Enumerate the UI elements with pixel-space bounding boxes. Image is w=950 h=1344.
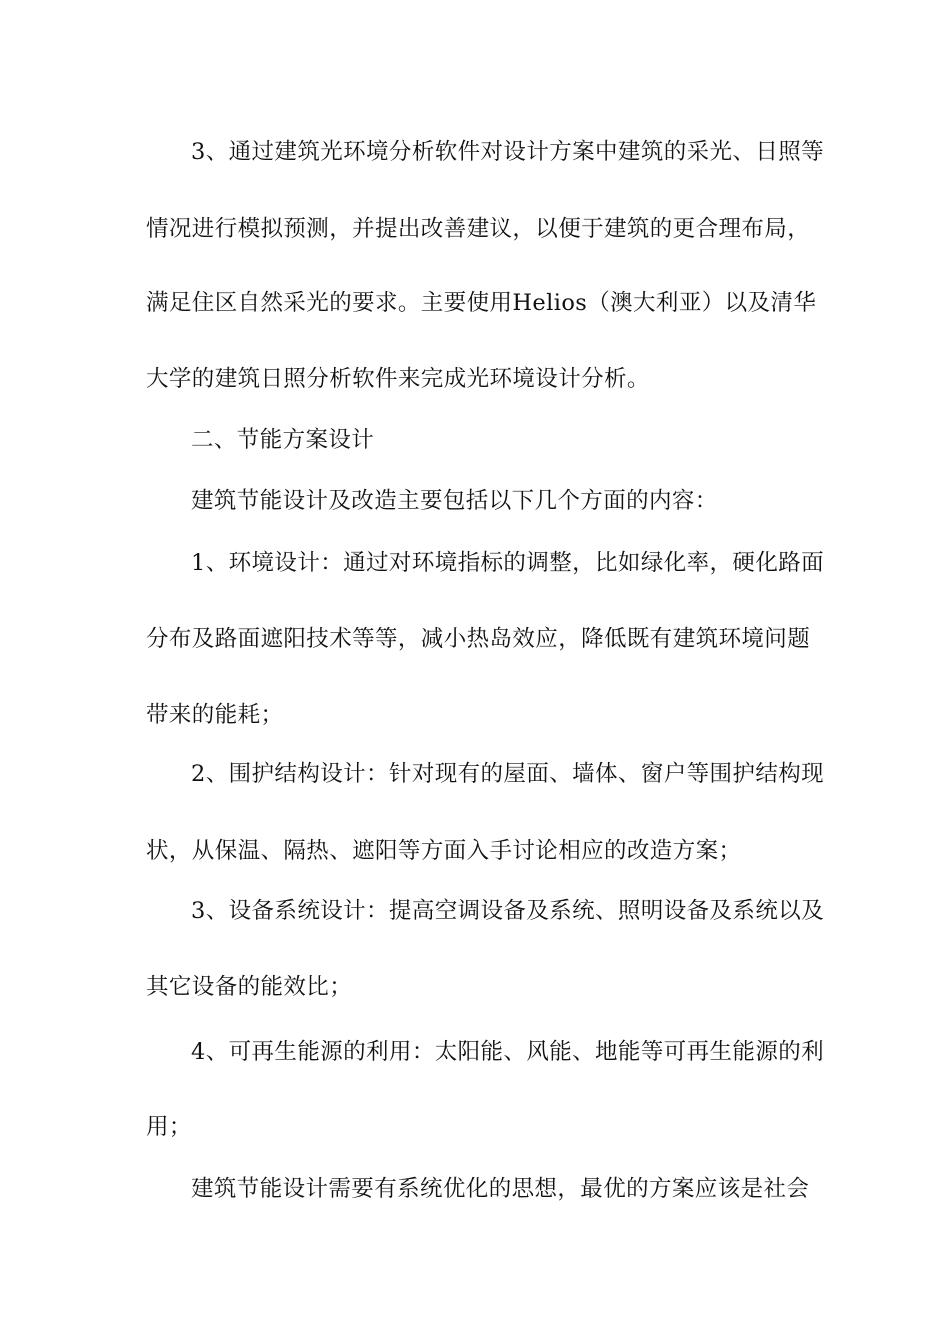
text-line: 建筑节能设计需要有系统优化的思想，最优的方案应该是社会 [191, 1176, 810, 1202]
text-line: 状，从保温、隔热、遮阳等方面入手讨论相应的改造方案； [146, 838, 742, 864]
text-line: 满足住区自然采光的要求。主要使用Helios（澳大利亚）以及清华 [146, 290, 817, 316]
text-line: 建筑节能设计及改造主要包括以下几个方面的内容： [191, 488, 718, 514]
text-line: 分布及路面遮阳技术等等，减小热岛效应，降低既有建筑环境问题 [146, 626, 811, 652]
text-line: 3、通过建筑光环境分析软件对设计方案中建筑的采光、日照等 [191, 139, 825, 165]
text-line: 情况进行模拟预测，并提出改善建议，以便于建筑的更合理布局， [146, 216, 811, 242]
text-line: 其它设备的能效比； [146, 974, 353, 1000]
text-line: 3、设备系统设计：提高空调设备及系统、照明设备及系统以及 [191, 898, 825, 924]
text-line: 1、环境设计：通过对环境指标的调整，比如绿化率，硬化路面 [191, 550, 825, 576]
text-line: 大学的建筑日照分析软件来完成光环境设计分析。 [146, 366, 650, 392]
section-heading: 二、节能方案设计 [191, 427, 375, 453]
text-line: 带来的能耗； [146, 702, 284, 728]
text-line: 用； [146, 1114, 192, 1140]
text-line: 4、可再生能源的利用：太阳能、风能、地能等可再生能源的利 [191, 1039, 825, 1065]
text-line: 2、围护结构设计：针对现有的屋面、墙体、窗户等围护结构现 [191, 761, 825, 787]
